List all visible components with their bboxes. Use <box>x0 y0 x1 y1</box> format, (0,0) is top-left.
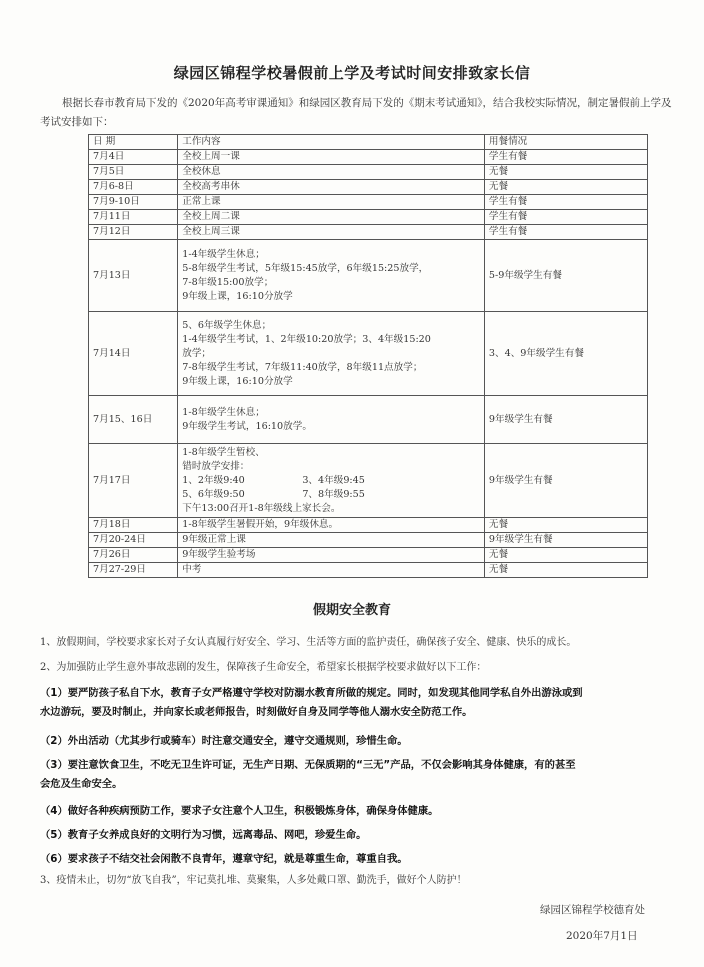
header-meal: 用餐情况 <box>484 135 647 150</box>
row-meal: 无餐 <box>484 518 647 533</box>
row-content-line: 1-8年级学生休息； <box>182 406 265 418</box>
row-meal: 无餐 <box>484 165 647 180</box>
row-content-line: 1-8年级学生暂校、 <box>182 446 265 458</box>
row-content-line: 1-8年级学生暑假开始，9年级休息。 <box>182 519 339 530</box>
row-content-line: 9年级正常上课 <box>182 534 246 545</box>
row-meal: 5-9年级学生有餐 <box>484 240 647 312</box>
row-content-line: 错时放学安排： <box>182 460 250 472</box>
row-meal: 9年级学生有餐 <box>484 444 647 518</box>
table-row <box>89 165 648 180</box>
row-date: 7月12日 <box>89 225 178 240</box>
row-content-line: 下午13:00召开1-8年级线上家长会。 <box>182 502 341 514</box>
row-date: 7月15、16日 <box>89 396 178 444</box>
safety-item-5 <box>40 828 680 842</box>
row-content-line: 1、2年级9:40 3、4年级9:45 <box>182 474 365 486</box>
row-content-line: 全校上周三课 <box>182 226 240 237</box>
safety-item-line: （4）做好各种疾病预防工作，要求子女注意个人卫生，积极锻炼身体，确保身体健康。 <box>40 805 439 817</box>
table-row <box>89 210 648 225</box>
row-content <box>178 165 485 180</box>
row-date: 7月20-24日 <box>89 533 178 548</box>
row-content-line: 全校高考串休 <box>182 181 240 192</box>
row-meal: 9年级学生有餐 <box>484 533 647 548</box>
row-date: 7月13日 <box>89 240 178 312</box>
safety-paragraph-3: 3、疫情未止，切勿“放飞自我”，牢记莫扎堆、莫聚集，人多处戴口罩、勤洗手，做好个人防护！ <box>40 875 467 886</box>
table-row <box>89 548 648 563</box>
row-content <box>178 533 485 548</box>
row-content <box>178 444 485 518</box>
row-content-line: 全校上周一课 <box>182 151 240 162</box>
row-content <box>178 518 485 533</box>
safety-paragraph-1: 1、放假期间，学校要求家长对子女认真履行好安全、学习、生活等方面的监护责任，确保孩子安全、健康、快乐的成长。 <box>40 637 577 648</box>
row-content-line: 1-4年级学生休息； <box>182 248 265 260</box>
row-meal: 学生有餐 <box>484 150 647 165</box>
schedule-table <box>88 134 648 578</box>
safety-item-2 <box>40 734 680 748</box>
row-content-line: 7-8年级学生考试，7年级11:40放学，8年级11点放学； <box>182 361 423 373</box>
header-date: 日 期 <box>89 135 178 150</box>
row-date: 7月5日 <box>89 165 178 180</box>
row-date: 7月9-10日 <box>89 195 178 210</box>
row-content-line: 放学； <box>182 347 212 359</box>
header-content: 工作内容 <box>178 135 485 150</box>
safety-item-line: （3）要注意饮食卫生，不吃无卫生许可证，无生产日期、无保质期的“三无”产品，不仅会影响其身体健康，有的甚至 <box>40 759 576 771</box>
row-content <box>178 548 485 563</box>
table-row <box>89 150 648 165</box>
row-content <box>178 195 485 210</box>
row-meal: 学生有餐 <box>484 195 647 210</box>
table-row <box>89 180 648 195</box>
row-content-line: 9年级学生验考场 <box>182 549 256 560</box>
safety-item-3 <box>40 758 680 791</box>
safety-item-line: 会危及生命安全。 <box>40 778 123 790</box>
safety-item-line: （6）要求孩子不结交社会闲散不良青年，遵章守纪，就是尊重生命，尊重自我。 <box>40 853 408 865</box>
safety-item-4 <box>40 804 680 818</box>
row-content <box>178 240 485 312</box>
row-meal: 无餐 <box>484 180 647 195</box>
row-date: 7月18日 <box>89 518 178 533</box>
table-row <box>89 195 648 210</box>
row-content <box>178 312 485 396</box>
safety-paragraph-2: 2、为加强防止学生意外事故悲剧的发生，保障孩子生命安全，希望家长根据学校要求做好以下工作： <box>40 662 487 673</box>
intro-paragraph: 根据长春市教育局下发的《2020年高考审课通知》和绿园区教育局下发的《期末考试通知》，结合我校实际情况，制定暑假前上学及考试安排如下： <box>40 97 672 128</box>
table-row <box>89 396 648 444</box>
row-content-line: 9年级上课，16:10分放学 <box>182 290 293 302</box>
table-row <box>89 563 648 578</box>
row-date: 7月4日 <box>89 150 178 165</box>
row-date: 7月6-8日 <box>89 180 178 195</box>
row-content-line: 9年级上课，16:10分放学 <box>182 375 293 387</box>
table-row <box>89 444 648 518</box>
row-content-line: 5-8年级学生考试，5年级15:45放学，6年级15:25放学， <box>182 262 429 274</box>
row-meal: 无餐 <box>484 548 647 563</box>
row-content <box>178 180 485 195</box>
safety-item-line: （1）要严防孩子私自下水，教育子女严格遵守学校对防溺水教育所做的规定。同时，如发现其他同学私自外出游泳或到 <box>40 687 583 699</box>
row-content-line: 5、6年级9:50 7、8年级9:55 <box>182 488 365 500</box>
row-content-line: 全校休息 <box>182 166 221 177</box>
row-content-line: 9年级学生考试，16:10放学。 <box>182 420 312 432</box>
row-content-line: 5、6年级学生休息； <box>182 319 272 331</box>
table-row <box>89 225 648 240</box>
row-content-line: 中考 <box>182 564 202 575</box>
row-date: 7月27-29日 <box>89 563 178 578</box>
row-meal: 学生有餐 <box>484 225 647 240</box>
table-row <box>89 533 648 548</box>
safety-item-line: 水边游玩，要及时制止，并向家长或老师报告，时刻做好自身及同学等他人溺水安全防范工作。 <box>40 706 473 718</box>
row-date: 7月14日 <box>89 312 178 396</box>
row-content <box>178 396 485 444</box>
row-meal: 9年级学生有餐 <box>484 396 647 444</box>
row-date: 7月26日 <box>89 548 178 563</box>
row-content <box>178 563 485 578</box>
row-content-line: 全校上周二课 <box>182 211 240 222</box>
row-date: 7月17日 <box>89 444 178 518</box>
row-content-line: 正常上课 <box>182 196 221 207</box>
safety-item-1 <box>40 686 680 719</box>
page-title: 绿园区锦程学校暑假前上学及考试时间安排致家长信 <box>173 64 531 82</box>
row-content <box>178 225 485 240</box>
table-row <box>89 312 648 396</box>
table-row <box>89 240 648 312</box>
safety-item-6 <box>40 852 680 866</box>
safety-item-line: （2）外出活动（尤其步行或骑车）时注意交通安全，遵守交通规则，珍惜生命。 <box>40 735 408 747</box>
row-content-line: 7-8年级15:00放学； <box>182 276 274 288</box>
row-content <box>178 150 485 165</box>
row-content-line: 1-4年级学生考试，1、2年级10:20放学；3、4年级15:20 <box>182 333 431 345</box>
table-header-row <box>89 135 648 150</box>
table-row <box>89 518 648 533</box>
safety-title: 假期安全教育 <box>312 603 391 618</box>
row-content <box>178 210 485 225</box>
row-meal: 学生有餐 <box>484 210 647 225</box>
row-meal: 无餐 <box>484 563 647 578</box>
row-date: 7月11日 <box>89 210 178 225</box>
row-meal: 3、4、9年级学生有餐 <box>484 312 647 396</box>
safety-item-line: （5）教育子女养成良好的文明行为习惯，远离毒品、网吧，珍爱生命。 <box>40 829 367 841</box>
signature-office: 绿园区锦程学校德育处 <box>540 904 645 916</box>
signature-date: 2020年7月1日 <box>566 930 638 942</box>
